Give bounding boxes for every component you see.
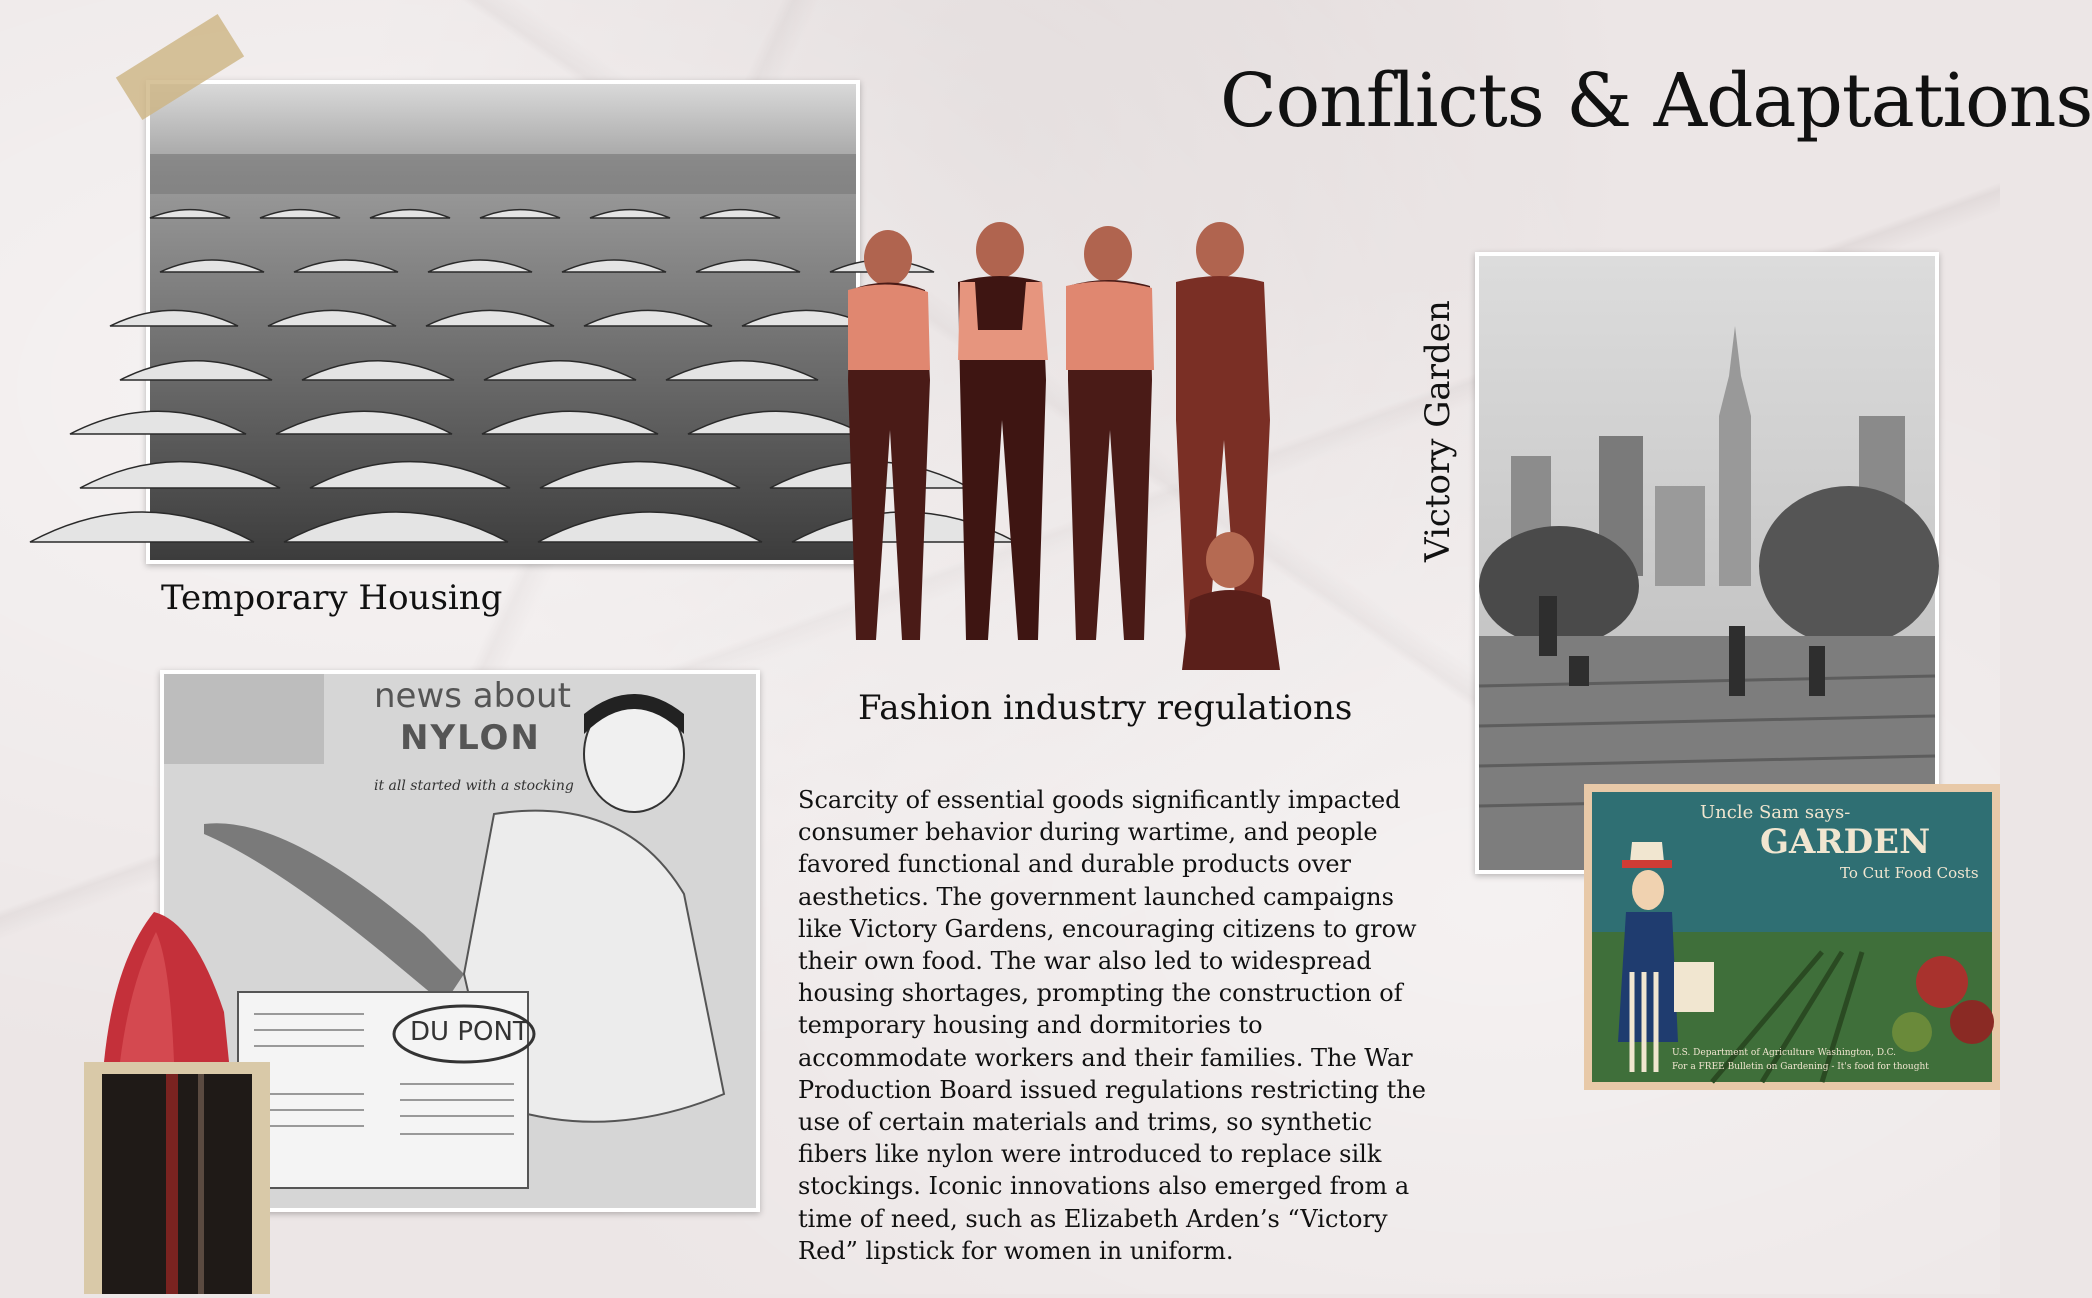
dupont-logo: DU PONT: [410, 1017, 529, 1047]
uncle-sam-garden-poster: [1584, 784, 2000, 1090]
poster-footer-2: For a FREE Bulletin on Gardening - It's food for thought: [1672, 1062, 1929, 1072]
poster-line-2: GARDEN: [1760, 822, 1931, 862]
victory-garden-caption-wrapper: [1418, 300, 1462, 562]
women-workers-image: [790, 220, 1320, 670]
lipstick-image: [74, 902, 280, 1294]
temporary-housing-photo: [146, 80, 860, 564]
poster-line-1: Uncle Sam says-: [1700, 802, 1851, 823]
fashion-regulations-caption: Fashion industry regulations: [858, 688, 1353, 728]
poster-line-3: To Cut Food Costs: [1840, 864, 1979, 882]
page-title: Conflicts & Adaptations: [1220, 58, 2092, 144]
victory-garden-photo: [1475, 252, 1939, 874]
poster-footer-1: U.S. Department of Agriculture Washington, D.C.: [1672, 1048, 1896, 1058]
temporary-housing-caption: Temporary Housing: [161, 578, 503, 618]
nylon-headline-2: NYLON: [400, 718, 541, 758]
nylon-tagline: it all started with a stocking: [374, 778, 574, 794]
victory-garden-caption: Victory Garden: [1418, 300, 1458, 562]
nylon-headline-1: news about: [374, 676, 571, 716]
barracks-image: [150, 84, 856, 560]
body-paragraph: Scarcity of essential goods significantly impacted consumer behavior during wartime, and people favored functional and durable products over aesthetics. The government launched campaigns like Victory Gardens, encouraging citizens to grow their own food. The war also led to widespread housing shortages, prompting the construction of temporary housing and dormitories to accommodate workers and their families. The War Production Board issued regulations restricting the use of certain materials and trims, so synthetic fibers like nylon were introduced to replace silk stockings. Iconic innovations also emerged from a time of need, such as Elizabeth Arden’s “Victory Red” lipstick for women in uniform.: [798, 786, 1426, 1265]
